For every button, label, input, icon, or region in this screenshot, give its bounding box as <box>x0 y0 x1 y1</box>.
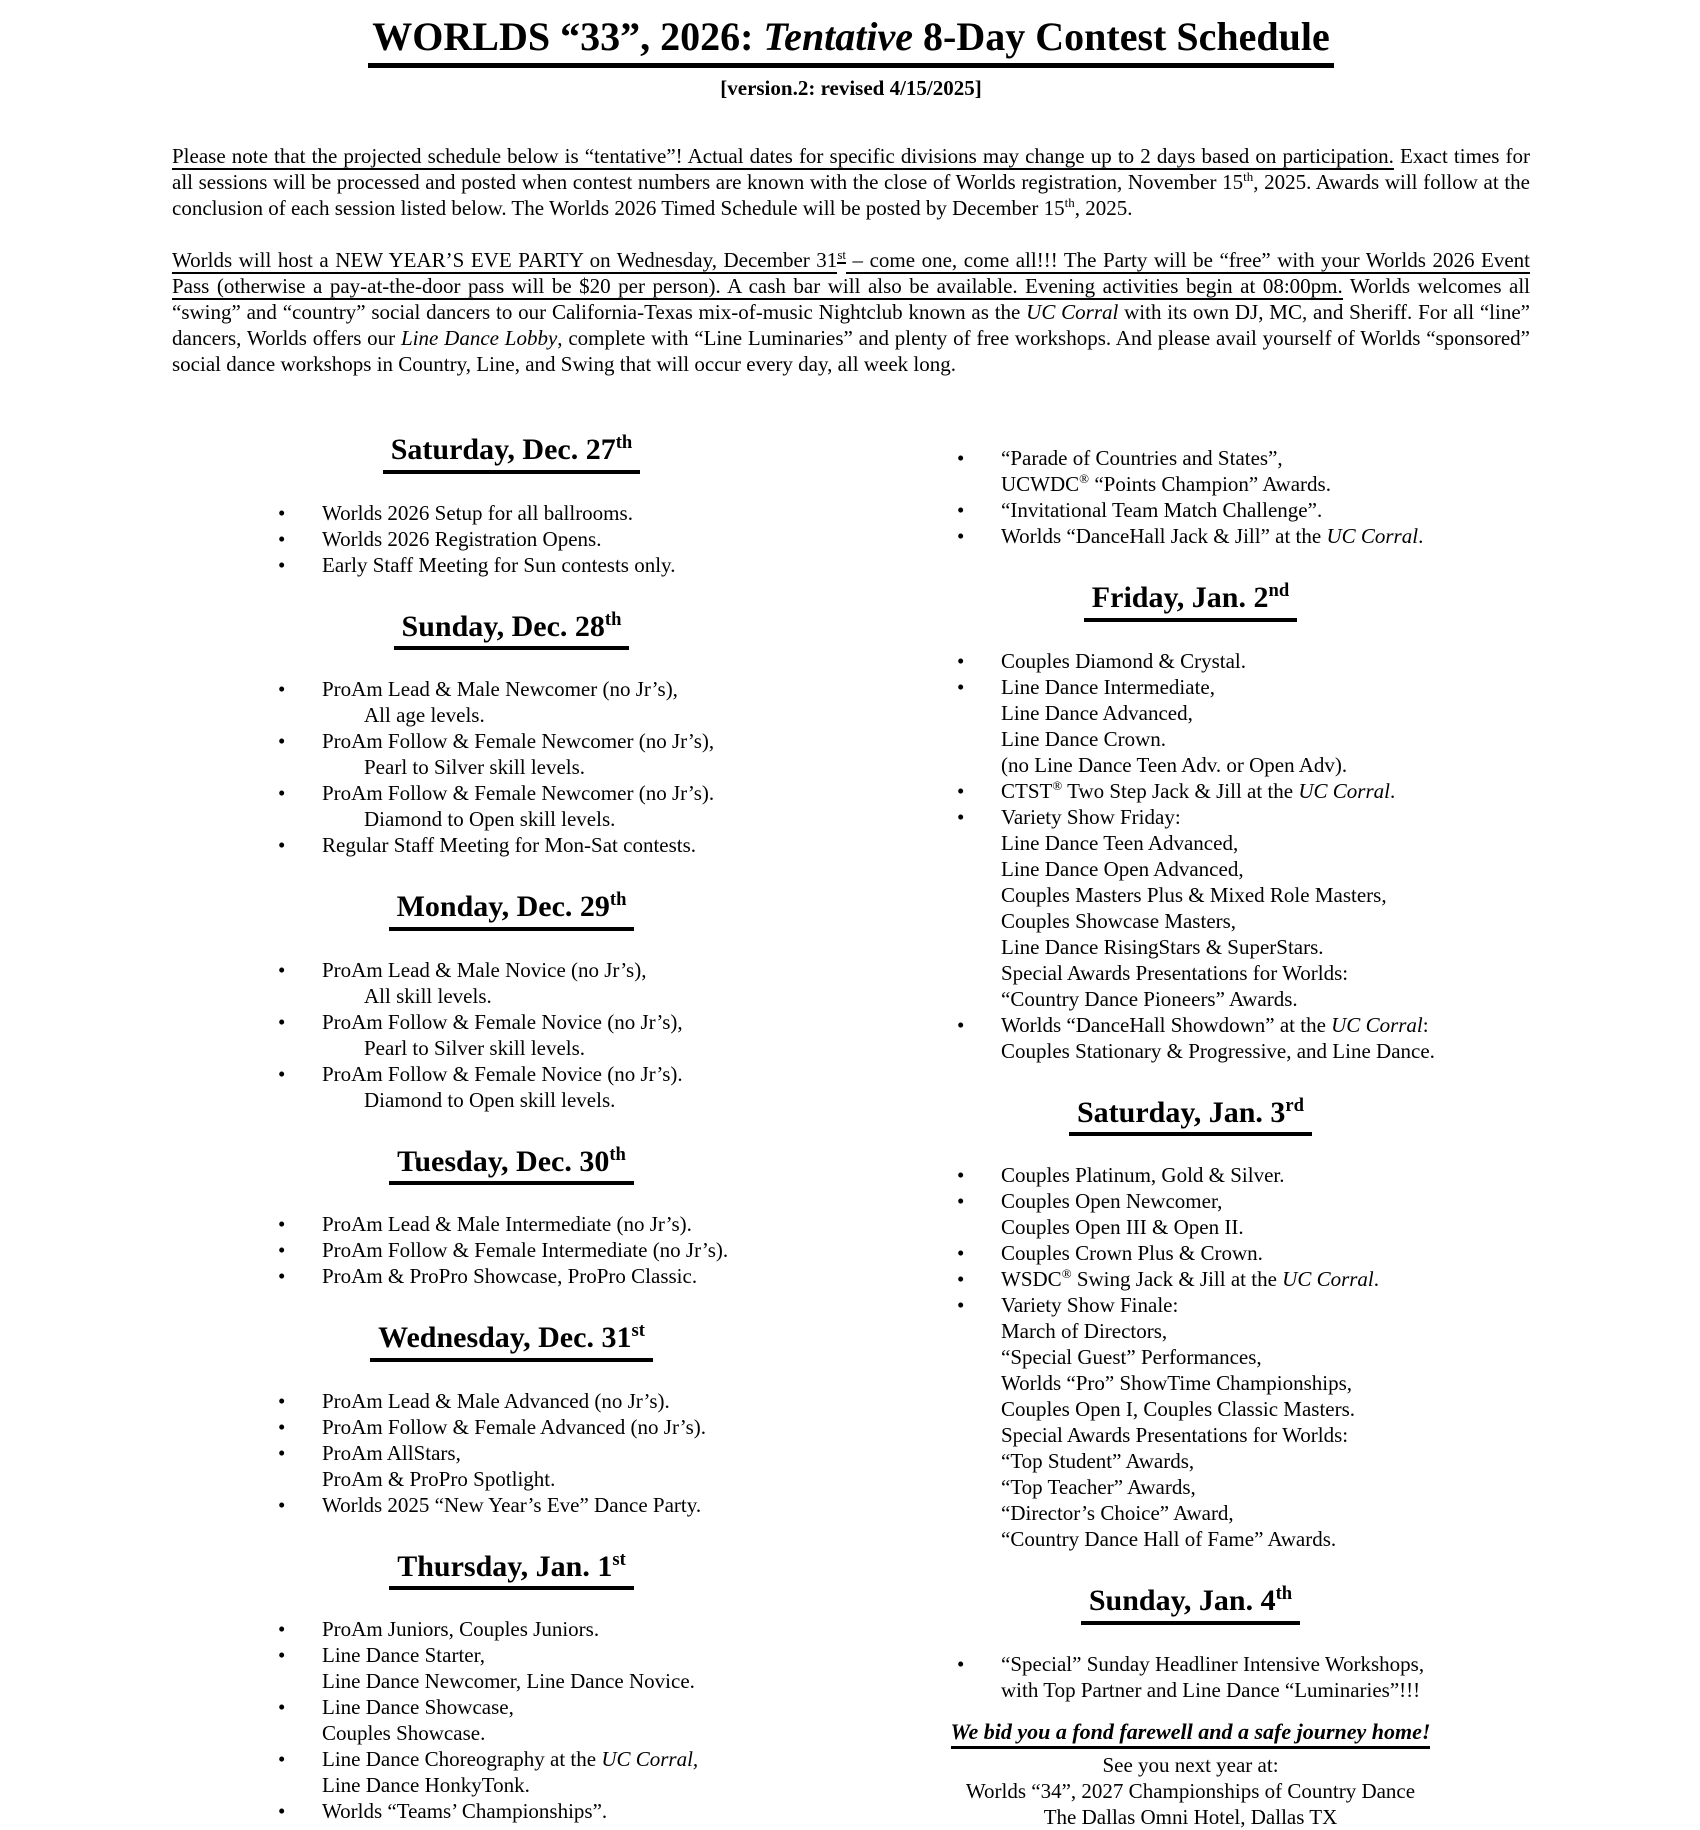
item-line <box>1001 1526 1530 1552</box>
item-line <box>1001 1012 1530 1038</box>
text-segment: Diamond to Open skill levels. <box>364 1087 616 1112</box>
item-line <box>1001 778 1530 804</box>
item-line <box>322 780 851 806</box>
text-segment: Line Dance Starter, <box>322 1643 485 1667</box>
item-line <box>322 526 851 552</box>
footer-line: See you next year at: <box>1102 1752 1279 1777</box>
text-segment: Worlds “DanceHall Jack & Jill” at the <box>1001 524 1327 548</box>
day-heading <box>172 890 851 931</box>
item-line <box>322 1492 851 1518</box>
text-segment: “Top Teacher” Awards, <box>1001 1475 1196 1499</box>
schedule-item <box>172 1798 851 1824</box>
text-segment: “Points Champion” Awards. <box>1089 472 1331 496</box>
text-segment: Please note that the projected schedule below is “tentative”! Actual dates for specific divisions may change up to 2 days based on participation. <box>172 144 1394 168</box>
text-segment: Friday, Jan. 2 <box>1091 581 1269 614</box>
text-segment: with its own DJ, MC, and Sheriff. For all “line” dancers, Worlds offers our <box>172 300 1530 350</box>
text-segment: UC Corral <box>1282 1267 1374 1291</box>
day-heading-text <box>370 1321 653 1362</box>
item-line <box>322 1694 851 1720</box>
day-heading <box>851 581 1530 622</box>
doc-title <box>172 14 1530 68</box>
text-segment: Line Dance HonkyTonk. <box>322 1773 530 1797</box>
item-line <box>322 1798 851 1824</box>
column-right <box>851 433 1530 1830</box>
superscript: th <box>615 432 633 453</box>
item-line <box>1001 1188 1530 1214</box>
text-segment: UC Corral <box>1331 1012 1423 1037</box>
intro-paragraphs <box>172 143 1530 377</box>
text-segment: Line Dance Teen Advanced, <box>1001 830 1239 855</box>
schedule-list <box>172 957 851 1113</box>
version-line: [version.2: revised 4/15/2025] <box>720 76 982 100</box>
item-line <box>322 1616 851 1642</box>
text-segment: Special Awards Presentations for Worlds: <box>1001 1423 1349 1447</box>
schedule-item <box>851 497 1530 523</box>
item-line <box>322 1642 851 1668</box>
item-line <box>322 1009 851 1035</box>
superscript: th <box>1064 195 1075 210</box>
text-segment: . <box>1389 778 1396 803</box>
item-line <box>1001 804 1530 830</box>
item-line <box>322 832 851 858</box>
text-segment: Line Dance Choreography at the <box>322 1747 602 1771</box>
column-left <box>172 433 851 1830</box>
text-segment: WORLDS “33”, 2026: <box>372 14 764 59</box>
schedule-columns <box>172 433 1530 1830</box>
text-segment: ProAm Follow & Female Advanced (no Jr’s). <box>322 1414 706 1439</box>
schedule-section-thursday-jan-1-continued <box>851 445 1530 549</box>
text-segment: Sunday, Jan. 4 <box>1088 1584 1276 1617</box>
text-segment: Variety Show Friday: <box>1001 804 1181 829</box>
text-segment: “Parade of Countries and States”, <box>1001 446 1283 470</box>
text-segment: Line Dance Advanced, <box>1001 700 1193 725</box>
item-line <box>1001 1344 1530 1370</box>
text-segment: Swing Jack & Jill at the <box>1071 1267 1283 1291</box>
day-heading <box>851 1096 1530 1137</box>
superscript: st <box>631 1320 645 1341</box>
day-heading <box>851 1584 1530 1625</box>
schedule-item <box>851 1651 1530 1703</box>
text-segment: Pearl to Silver skill levels. <box>364 755 586 779</box>
farewell-wrap <box>851 1719 1530 1752</box>
text-segment: Line Dance RisingStars & SuperStars. <box>1001 934 1324 959</box>
text-segment: Couples Masters Plus & Mixed Role Masters, <box>1001 882 1387 907</box>
text-segment: ProAm Lead & Male Advanced (no Jr’s). <box>322 1388 670 1413</box>
schedule-item <box>172 1061 851 1113</box>
superscript: th <box>1243 169 1254 184</box>
text-segment: ProAm Lead & Male Novice (no Jr’s), <box>322 957 647 982</box>
item-line <box>322 500 851 526</box>
schedule-section-sunday-dec-28 <box>172 610 851 859</box>
text-segment: CTST <box>1001 778 1053 803</box>
schedule-item <box>851 445 1530 497</box>
text-segment: UC Corral, <box>601 1747 699 1771</box>
item-line <box>322 1035 851 1061</box>
text-segment: Worlds 2026 Setup for all ballrooms. <box>322 500 633 525</box>
item-line <box>322 806 851 832</box>
schedule-item <box>172 1414 851 1440</box>
schedule-item <box>172 728 851 780</box>
schedule-item <box>172 1211 851 1237</box>
schedule-item <box>172 1616 851 1642</box>
schedule-list <box>172 1616 851 1824</box>
item-line <box>1001 1318 1530 1344</box>
day-heading-text <box>1081 1584 1300 1625</box>
item-line <box>1001 1677 1530 1703</box>
day-heading <box>172 1550 851 1591</box>
text-segment: Special Awards Presentations for Worlds: <box>1001 960 1349 985</box>
schedule-item <box>851 1188 1530 1240</box>
schedule-item <box>851 1012 1530 1064</box>
item-line <box>1001 1500 1530 1526</box>
schedule-list <box>172 676 851 858</box>
text-segment: Line Dance Intermediate, <box>1001 674 1215 699</box>
text-segment: ProAm Lead & Male Intermediate (no Jr’s). <box>322 1212 692 1236</box>
item-line <box>322 1440 851 1466</box>
schedule-item <box>851 1162 1530 1188</box>
item-line <box>322 983 851 1009</box>
item-line <box>322 1237 851 1263</box>
item-line <box>1001 1214 1530 1240</box>
item-line <box>1001 908 1530 934</box>
item-line <box>1001 1422 1530 1448</box>
superscript: ® <box>1052 777 1063 793</box>
schedule-item <box>851 1266 1530 1292</box>
text-segment: WSDC <box>1001 1267 1062 1291</box>
schedule-item <box>172 1237 851 1263</box>
item-line <box>1001 1370 1530 1396</box>
text-segment: Monday, Dec. 29 <box>396 890 610 923</box>
text-segment: Sunday, Dec. 28 <box>401 609 605 643</box>
schedule-list <box>172 1211 851 1289</box>
schedule-list <box>851 1651 1530 1703</box>
superscript: st <box>837 247 846 262</box>
schedule-item <box>172 526 851 552</box>
item-line <box>1001 471 1530 497</box>
item-line <box>322 1211 851 1237</box>
text-segment: All age levels. <box>364 703 485 727</box>
text-segment: Couples Platinum, Gold & Silver. <box>1001 1163 1285 1187</box>
text-segment: Worlds will host a NEW YEAR’S EVE PARTY on Wednesday, December 31 <box>172 248 838 272</box>
schedule-list <box>851 648 1530 1064</box>
text-segment: (no Line Dance Teen Adv. or Open Adv). <box>1001 752 1348 777</box>
text-segment: Saturday, Dec. 27 <box>390 433 616 466</box>
footer-line: Worlds “34”, 2027 Championships of Country Dance <box>965 1778 1416 1803</box>
schedule-section-tuesday-dec-30 <box>172 1145 851 1290</box>
superscript: rd <box>1285 1094 1304 1116</box>
text-segment: ProAm & ProPro Spotlight. <box>322 1466 556 1491</box>
day-heading <box>172 1321 851 1362</box>
schedule-list <box>851 445 1530 549</box>
item-line <box>322 1466 851 1492</box>
text-segment: , complete with “Line Luminaries” and plenty of free workshops. And please avail yourself of Worlds “sponsored” social dance workshops in Country, Line, and Swing that will occur every day, all week long. <box>172 326 1530 376</box>
schedule-item <box>172 1694 851 1746</box>
day-heading <box>172 433 851 474</box>
text-segment: 8-Day Contest Schedule <box>913 14 1330 59</box>
item-line <box>1001 648 1530 674</box>
text-segment: , 2025. <box>1074 196 1133 220</box>
text-segment: Couples Open Newcomer, <box>1001 1189 1223 1213</box>
schedule-item <box>851 778 1530 804</box>
schedule-list <box>851 1162 1530 1552</box>
text-segment: Saturday, Jan. 3 <box>1077 1095 1286 1129</box>
text-segment: with Top Partner and Line Dance “Luminaries”!!! <box>1001 1677 1421 1702</box>
superscript: th <box>609 1143 626 1165</box>
text-segment: Couples Stationary & Progressive, and Line Dance. <box>1001 1038 1435 1063</box>
text-segment: Couples Open I, Couples Classic Masters. <box>1001 1397 1356 1421</box>
text-segment: Worlds “Teams’ Championships”. <box>322 1799 608 1823</box>
schedule-item <box>851 674 1530 778</box>
schedule-item <box>851 804 1530 1012</box>
text-segment: Worlds 2026 Registration Opens. <box>322 526 602 551</box>
schedule-item <box>172 1746 851 1798</box>
intro-nye-party <box>172 247 1530 377</box>
schedule-item <box>172 1263 851 1289</box>
text-segment: Wednesday, Dec. 31 <box>378 1321 632 1354</box>
day-heading-text <box>389 890 635 931</box>
schedule-item <box>851 648 1530 674</box>
schedule-section-saturday-dec-27 <box>172 433 851 578</box>
text-segment: “Special” Sunday Headliner Intensive Workshops, <box>1001 1651 1425 1676</box>
schedule-section-saturday-jan-3 <box>851 1096 1530 1553</box>
item-line <box>1001 1240 1530 1266</box>
text-segment: Early Staff Meeting for Sun contests only. <box>322 552 676 577</box>
footer <box>851 1719 1530 1830</box>
item-line <box>322 1746 851 1772</box>
item-line <box>322 552 851 578</box>
text-segment: “Invitational Team Match Challenge”. <box>1001 498 1323 522</box>
day-heading-text <box>389 1145 634 1186</box>
item-line <box>322 957 851 983</box>
schedule-item <box>172 1009 851 1061</box>
schedule-list <box>172 1388 851 1518</box>
item-line <box>322 1388 851 1414</box>
schedule-item <box>172 832 851 858</box>
item-line <box>1001 700 1530 726</box>
item-line <box>1001 523 1530 549</box>
schedule-section-friday-jan-2 <box>851 581 1530 1064</box>
item-line <box>1001 1266 1530 1292</box>
item-line <box>1001 1162 1530 1188</box>
text-segment: ProAm Lead & Male Newcomer (no Jr’s), <box>322 677 678 701</box>
item-line <box>322 1414 851 1440</box>
day-heading <box>172 610 851 651</box>
item-line <box>1001 882 1530 908</box>
text-segment: “Country Dance Hall of Fame” Awards. <box>1001 1527 1337 1551</box>
text-segment: Tentative <box>763 14 914 59</box>
text-segment: ProAm Follow & Female Newcomer (no Jr’s), <box>322 729 715 753</box>
item-line <box>322 1061 851 1087</box>
item-line <box>322 676 851 702</box>
schedule-item <box>172 1492 851 1518</box>
item-line <box>322 702 851 728</box>
item-line <box>1001 445 1530 471</box>
text-segment: Pearl to Silver skill levels. <box>364 1035 586 1060</box>
text-segment: Variety Show Finale: <box>1001 1293 1179 1317</box>
item-line <box>322 728 851 754</box>
schedule-section-sunday-jan-4 <box>851 1584 1530 1703</box>
item-line <box>1001 752 1530 778</box>
text-segment: Regular Staff Meeting for Mon-Sat contests. <box>322 833 697 857</box>
text-segment: ProAm AllStars, <box>322 1440 461 1465</box>
item-line <box>1001 856 1530 882</box>
schedule-item <box>172 552 851 578</box>
text-segment: March of Directors, <box>1001 1319 1168 1343</box>
superscript: ® <box>1079 471 1090 486</box>
text-segment: ProAm Follow & Female Novice (no Jr’s), <box>322 1009 683 1034</box>
footer-line: The Dallas Omni Hotel, Dallas TX <box>1043 1804 1338 1829</box>
item-line <box>1001 934 1530 960</box>
text-segment: Worlds “Pro” ShowTime Championships, <box>1001 1371 1353 1395</box>
day-heading-text <box>394 610 630 651</box>
text-segment: Line Dance Lobby <box>401 326 558 350</box>
farewell-line: We bid you a fond farewell and a safe journey home! <box>951 1719 1431 1749</box>
text-segment: “Top Student” Awards, <box>1001 1449 1195 1473</box>
item-line <box>1001 1651 1530 1677</box>
schedule-section-thursday-jan-1 <box>172 1550 851 1825</box>
schedule-item <box>172 780 851 832</box>
day-heading-text <box>1069 1096 1312 1137</box>
text-segment: Diamond to Open skill levels. <box>364 807 616 831</box>
text-segment: Line Dance Newcomer, Line Dance Novice. <box>322 1669 695 1693</box>
schedule-item <box>172 1388 851 1414</box>
item-line <box>1001 960 1530 986</box>
text-segment: Tuesday, Dec. 30 <box>397 1144 610 1178</box>
intro-tentative-note <box>172 143 1530 221</box>
text-segment: “Director’s Choice” Award, <box>1001 1501 1234 1525</box>
schedule-item <box>172 676 851 728</box>
text-segment: All skill levels. <box>364 983 492 1008</box>
schedule-item <box>172 1440 851 1492</box>
text-segment: Worlds 2025 “New Year’s Eve” Dance Party. <box>322 1492 702 1517</box>
schedule-item <box>851 1292 1530 1552</box>
item-line <box>1001 986 1530 1012</box>
item-line <box>322 754 851 780</box>
item-line <box>1001 1038 1530 1064</box>
text-segment: . <box>1373 1267 1380 1291</box>
text-segment: ProAm Juniors, Couples Juniors. <box>322 1617 600 1641</box>
superscript: st <box>612 1548 626 1570</box>
text-segment: Worlds welcomes all “swing” and “country” social dancers to our California-Texas mix-of-music Nightclub known as the <box>172 274 1531 324</box>
item-line <box>1001 674 1530 700</box>
item-line <box>1001 1396 1530 1422</box>
text-segment: – come one, come all!!! The Party will be “free” with your Worlds 2026 Event Pass (otherwise a pay-at-the-door pass will be $20 per person). A cash bar will also be available. Evening activities begin at 08:00pm. <box>172 248 1530 298</box>
day-heading <box>172 1145 851 1186</box>
text-segment: : <box>1422 1012 1429 1037</box>
doc-title-text <box>368 14 1333 68</box>
text-segment: ProAm & ProPro Showcase, ProPro Classic. <box>322 1264 698 1288</box>
text-segment: , 2025. Awards will follow at the conclusion of each session listed below. The Worlds 2026 Timed Schedule will be posted by December 15 <box>172 170 1530 220</box>
item-line <box>1001 1448 1530 1474</box>
day-heading-text <box>383 433 641 474</box>
text-segment: Couples Showcase. <box>322 1721 486 1745</box>
text-segment: UC Corral <box>1326 524 1419 548</box>
text-segment: UC Corral <box>1298 778 1390 803</box>
item-line <box>1001 726 1530 752</box>
text-segment: ProAm Follow & Female Novice (no Jr’s). <box>322 1061 683 1086</box>
item-line <box>1001 830 1530 856</box>
item-line <box>322 1668 851 1694</box>
text-segment: UCWDC <box>1001 472 1080 496</box>
text-segment: Couples Crown Plus & Crown. <box>1001 1241 1263 1265</box>
text-segment: Two Step Jack & Jill at the <box>1062 778 1299 803</box>
item-line <box>1001 497 1530 523</box>
item-line <box>322 1087 851 1113</box>
text-segment: Line Dance Open Advanced, <box>1001 856 1244 881</box>
superscript: nd <box>1268 580 1290 601</box>
text-segment: “Country Dance Pioneers” Awards. <box>1001 986 1298 1011</box>
day-heading-text <box>1084 581 1297 622</box>
text-segment: Exact times for all sessions will be processed and posted when contest numbers are known with the close of Worlds registration, November 15 <box>172 144 1530 194</box>
schedule-section-monday-dec-29 <box>172 890 851 1113</box>
text-segment: “Special Guest” Performances, <box>1001 1345 1262 1369</box>
schedule-item <box>172 1642 851 1694</box>
superscript: th <box>609 889 627 910</box>
text-segment: ProAm Follow & Female Newcomer (no Jr’s). <box>322 781 715 805</box>
text-segment: Worlds “DanceHall Showdown” at the <box>1001 1012 1332 1037</box>
day-heading-text <box>389 1550 634 1591</box>
text-segment: Thursday, Jan. 1 <box>397 1549 613 1583</box>
text-segment: Couples Open III & Open II. <box>1001 1215 1244 1239</box>
superscript: th <box>604 608 622 630</box>
item-line <box>1001 1292 1530 1318</box>
item-line <box>322 1772 851 1798</box>
item-line <box>1001 1474 1530 1500</box>
schedule-item <box>172 957 851 1009</box>
schedule-item <box>851 1240 1530 1266</box>
schedule-item <box>851 523 1530 549</box>
text-segment: ProAm Follow & Female Intermediate (no Jr’s). <box>322 1238 729 1262</box>
item-line <box>322 1720 851 1746</box>
superscript: ® <box>1061 1266 1072 1281</box>
text-segment: Line Dance Showcase, <box>322 1695 514 1719</box>
text-segment: . <box>1418 524 1424 548</box>
text-segment: UC Corral <box>1026 300 1119 324</box>
schedule-section-wednesday-dec-31 <box>172 1321 851 1518</box>
superscript: th <box>1275 1583 1293 1604</box>
text-segment: Couples Showcase Masters, <box>1001 908 1237 933</box>
item-line <box>322 1263 851 1289</box>
schedule-list <box>172 500 851 578</box>
schedule-item <box>172 500 851 526</box>
text-segment: Line Dance Crown. <box>1001 726 1167 751</box>
text-segment: Couples Diamond & Crystal. <box>1001 648 1246 673</box>
